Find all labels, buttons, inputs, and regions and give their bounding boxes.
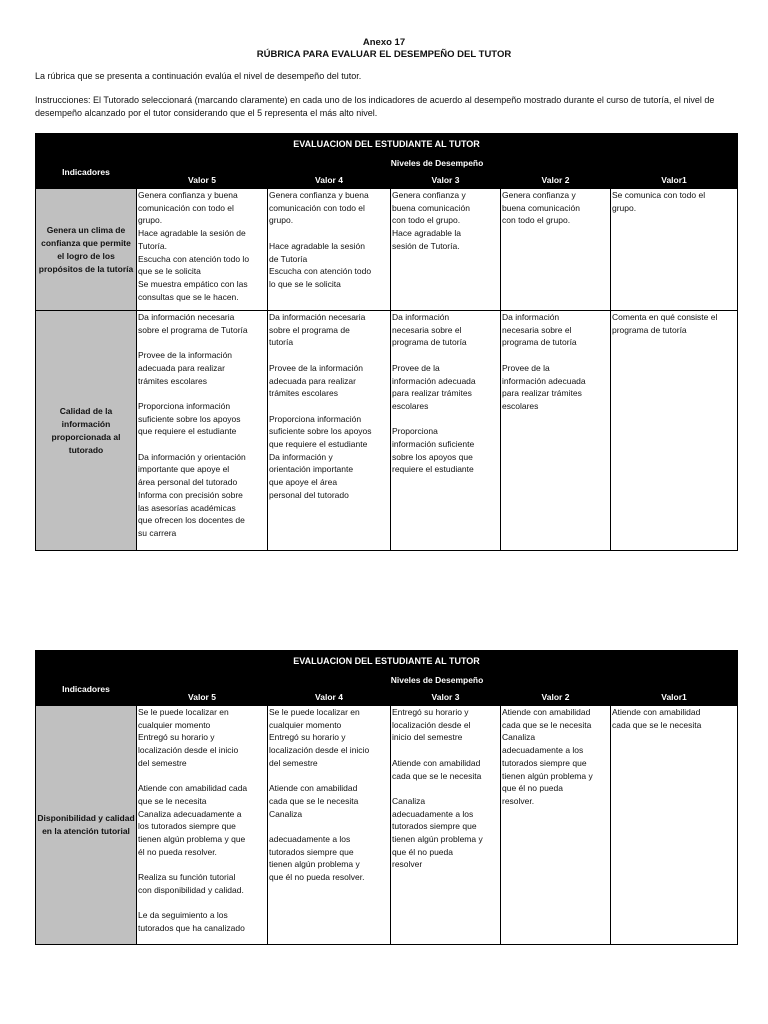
annex-label: Anexo 17 [362,37,406,48]
column-header-valor-5: Valor 5 [137,689,268,706]
rubric-cell-valor-2[interactable]: Da información necesaria sobre el programa de tutoría Provee de la información adecuada para realizar trámites escolares [501,311,611,551]
rubric-cell-valor-1[interactable]: Comenta en qué consiste el programa de tutoría [611,311,738,551]
rubric-cell-valor-4[interactable]: Da información necesaria sobre el programa de tutoría Provee de la información adecuada para realizar trámites escolares Proporciona información suficiente sobre los apoyos que requiere el estudiante Da información y orientación importante que apoye el área personal del tutorado [268,311,391,551]
indicators-header: Indicadores [36,673,137,706]
rubric-cell-valor-1[interactable]: Atiende con amabilidad cada que se le necesita [611,706,738,945]
column-header-valor-1: Valor1 [611,172,738,189]
column-header-valor-2: Valor 2 [501,689,611,706]
column-header-valor-4: Valor 4 [268,689,391,706]
rubric-cell-valor-4[interactable]: Se le puede localizar en cualquier momento Entregó su horario y localización desde el inicio del semestre Atiende con amabilidad cada que se le necesita Canaliza adecuadamente a los tutorados siempre que tienen algún problema y que él no pueda resolver. [268,706,391,945]
intro-text: La rúbrica que se presenta a continuación evalúa el nivel de desempeño del tutor. [35,71,362,81]
rubric-cell-valor-2[interactable]: Atiende con amabilidad cada que se le necesita Canaliza adecuadamente a los tutorados siempre que tienen algún problema y que él no pueda resolver. [501,706,611,945]
table-title: EVALUACION DEL ESTUDIANTE AL TUTOR [36,651,738,673]
indicators-header: Indicadores [36,156,137,189]
rubric-table-1 [35,133,738,551]
rubric-cell-valor-3[interactable]: Genera confianza y buena comunicación con todo el grupo. Hace agradable la sesión de Tutoría. [391,189,501,311]
indicator-cell: Disponibilidad y calidad en la atención tutorial [36,706,137,945]
rubric-cell-valor-5[interactable]: Genera confianza y buena comunicación con todo el grupo. Hace agradable la sesión de Tutoría. Escucha con atención todo lo que se le solicita Se muestra empático con las consultas que se le hacen. [137,189,268,311]
column-header-valor-5: Valor 5 [137,172,268,189]
levels-header: Niveles de Desempeño [137,156,738,172]
indicator-cell: Calidad de la información proporcionada al tutorado [36,311,137,551]
rubric-table-2 [35,650,738,945]
indicator-cell: Genera un clima de confianza que permite el logro de los propósitos de la tutoría [36,189,137,311]
document-title: RÚBRICA PARA EVALUAR EL DESEMPEÑO DEL TUTOR [256,49,512,60]
column-header-valor-3: Valor 3 [391,172,501,189]
rubric-cell-valor-5[interactable]: Se le puede localizar en cualquier momento Entregó su horario y localización desde el inicio del semestre Atiende con amabilidad cada que se le necesita Canaliza adecuadamente a los tutorados siempre que tienen algún problema y que él no pueda resolver. Realiza su función tutorial con disponibilidad y calidad. Le da seguimiento a los tutorados que ha canalizado [137,706,268,945]
rubric-cell-valor-5[interactable]: Da información necesaria sobre el programa de Tutoría Provee de la información adecuada para realizar trámites escolares Proporciona información suficiente sobre los apoyos que requiere el estudiante Da información y orientación importante que apoye el área personal del tutorado Informa con precisión sobre las asesorías académicas que ofrecen los docentes de su carrera [137,311,268,551]
rubric-cell-valor-2[interactable]: Genera confianza y buena comunicación con todo el grupo. [501,189,611,311]
column-header-valor-4: Valor 4 [268,172,391,189]
rubric-cell-valor-4[interactable]: Genera confianza y buena comunicación con todo el grupo. Hace agradable la sesión de Tutoría Escucha con atención todo lo que se le solicita [268,189,391,311]
rubric-cell-valor-3[interactable]: Entregó su horario y localización desde el inicio del semestre Atiende con amabilidad cada que se le necesita Canaliza adecuadamente a los tutorados siempre que tienen algún problema y que él no pueda resolver [391,706,501,945]
column-header-valor-3: Valor 3 [391,689,501,706]
column-header-valor-2: Valor 2 [501,172,611,189]
table-title: EVALUACION DEL ESTUDIANTE AL TUTOR [36,134,738,156]
rubric-cell-valor-3[interactable]: Da información necesaria sobre el programa de tutoría Provee de la información adecuada para realizar trámites escolares Proporciona información suficiente sobre los apoyos que requiere el estudiante [391,311,501,551]
levels-header: Niveles de Desempeño [137,673,738,689]
rubric-cell-valor-1[interactable]: Se comunica con todo el grupo. [611,189,738,311]
column-header-valor-1: Valor1 [611,689,738,706]
instructions-text: Instrucciones: El Tutorado seleccionará (marcando claramente) en cada uno de los indicadores de acuerdo al desempeño mostrado durante el curso de tutoría, el nivel de desempeño alcanzado por el tutor considerando que el 5 representa el más alto nivel. [35,95,715,118]
